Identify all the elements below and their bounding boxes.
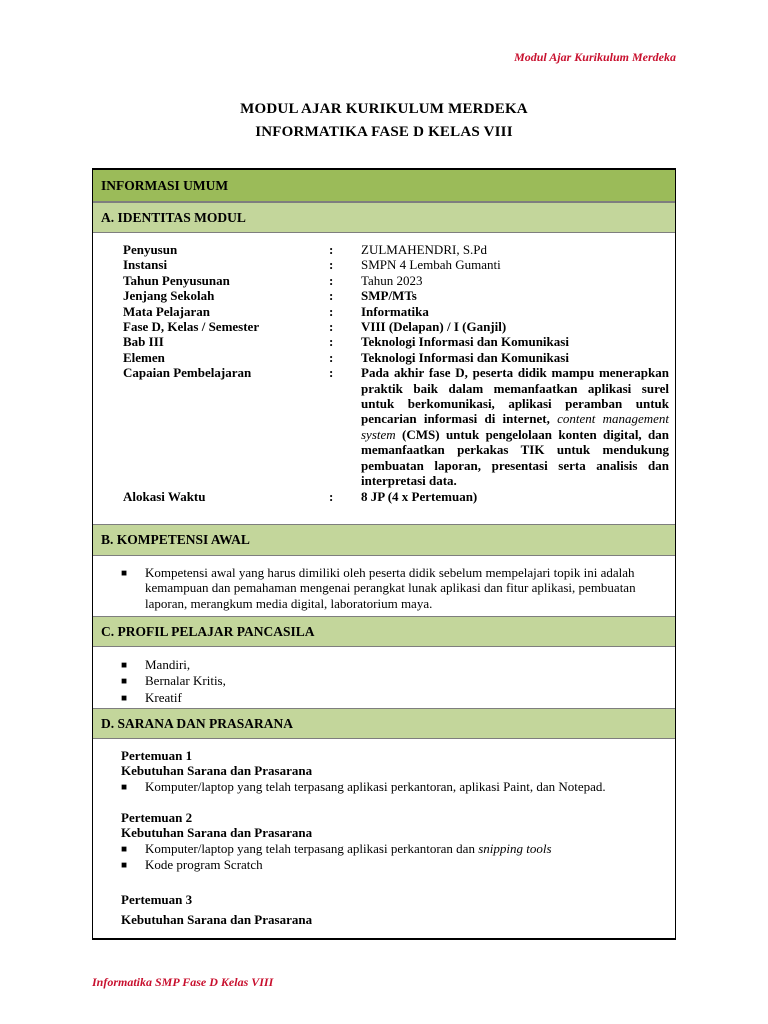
section-title: INFORMASI UMUM xyxy=(101,177,229,193)
section-title: A. IDENTITAS MODUL xyxy=(101,209,246,225)
field-label: Alokasi Waktu xyxy=(123,488,206,504)
section-header-kompetensi-awal xyxy=(93,524,675,556)
colon: : xyxy=(329,272,334,288)
colon: : xyxy=(329,334,334,350)
field-value: Tahun 2023 xyxy=(361,272,423,288)
identitas-list xyxy=(123,242,671,504)
pertemuan-2 xyxy=(121,810,666,874)
section-header-profil-pancasila xyxy=(93,616,675,647)
profil-list xyxy=(121,657,666,706)
pertemuan-subtitle: Kebutuhan Sarana dan Prasarana xyxy=(121,912,313,928)
capaian-part: Pada akhir fase D, peserta didik mampu menerapkan praktik baik dalam memanfaatkan aplikasi surel untuk berkomunikasi, aplikasi peramban untuk pencarian informasi di internet, xyxy=(361,365,669,427)
bullet-icon: ■ xyxy=(121,660,128,671)
colon: : xyxy=(329,242,334,257)
list-item-part: Komputer/laptop yang telah terpasang aplikasi perkantoran dan xyxy=(145,840,475,856)
kompetensi-list xyxy=(121,565,666,611)
colon: : xyxy=(329,365,334,381)
list-item xyxy=(121,673,666,689)
field-label: Tahun Penyusunan xyxy=(123,272,230,288)
list-item xyxy=(121,690,666,706)
identitas-row-elemen xyxy=(123,350,671,365)
field-label: Bab III xyxy=(123,334,164,350)
section-header-informasi-umum xyxy=(93,170,675,202)
bullet-icon: ■ xyxy=(121,843,128,855)
identitas-row-fase xyxy=(123,319,671,334)
field-label: Mata Pelajaran xyxy=(123,303,211,319)
identitas-row-mapel xyxy=(123,304,671,319)
list-item-text xyxy=(145,841,552,857)
field-label: Elemen xyxy=(123,349,165,365)
bullet-icon: ■ xyxy=(121,676,128,688)
identitas-row-bab xyxy=(123,334,671,349)
identitas-row-jenjang xyxy=(123,288,671,303)
list-item xyxy=(121,657,666,673)
field-label: Penyusun xyxy=(123,242,178,257)
bullet-icon: ■ xyxy=(121,692,128,704)
identitas-row-alokasi xyxy=(123,489,671,504)
list-item xyxy=(121,779,666,795)
list-item xyxy=(121,857,666,873)
pertemuan-title: Pertemuan 3 xyxy=(121,892,193,907)
running-footer: Informatika SMP Fase D Kelas VIII xyxy=(92,975,274,989)
list-item xyxy=(121,841,666,857)
list-item xyxy=(121,565,666,611)
list-item-text: Komputer/laptop yang telah terpasang aplikasi perkantoran, aplikasi Paint, dan Notepad. xyxy=(145,778,606,794)
colon: : xyxy=(329,303,334,319)
pertemuan-3 xyxy=(121,892,666,928)
field-label: Jenjang Sekolah xyxy=(123,288,215,304)
section-header-identitas-modul xyxy=(93,202,675,233)
list-item-text: Mandiri, xyxy=(145,657,191,672)
list-item-text: Kompetensi awal yang harus dimiliki oleh peserta didik sebelum mempelajari topik ini adalah kemampuan dan pemahaman mengenai perangkat lunak aplikasi dan fitur aplikasi, pembuatan laporan, merangkum media digital, laboratorium maya. xyxy=(145,565,636,611)
field-label: Instansi xyxy=(123,257,168,273)
field-value: 8 JP (4 x Pertemuan) xyxy=(361,488,478,504)
field-value: Teknologi Informasi dan Komunikasi xyxy=(361,334,569,350)
identitas-row-tahun xyxy=(123,273,671,288)
field-label: Fase D, Kelas / Semester xyxy=(123,319,260,335)
bullet-icon: ■ xyxy=(121,860,128,872)
pertemuan-title: Pertemuan 1 xyxy=(121,748,193,763)
section-title: C. PROFIL PELAJAR PANCASILA xyxy=(101,623,315,639)
capaian-part: (CMS) untuk pengelolaan konten digital, dan memanfaatkan perkakas TIK untuk mendukung pembuatan laporan, presentasi serta analisis dan interpretasi data. xyxy=(361,426,669,489)
running-header: Modul Ajar Kurikulum Merdeka xyxy=(514,50,676,64)
pertemuan-subtitle: Kebutuhan Sarana dan Prasarana xyxy=(121,763,313,779)
pertemuan-1 xyxy=(121,748,666,795)
field-value: SMP/MTs xyxy=(361,288,417,304)
capaian-italic: content management system xyxy=(361,411,670,442)
list-item-text: Kode program Scratch xyxy=(145,857,263,873)
field-label: Capaian Pembelajaran xyxy=(123,365,252,381)
bullet-icon: ■ xyxy=(121,568,128,579)
list-item-text: Kreatif xyxy=(145,689,182,705)
module-table xyxy=(92,168,676,940)
colon: : xyxy=(329,257,334,273)
field-value: SMPN 4 Lembah Gumanti xyxy=(361,257,501,273)
colon: : xyxy=(329,319,334,335)
identitas-row-capaian xyxy=(123,365,671,488)
section-header-sarana-prasarana xyxy=(93,708,675,739)
bullet-icon: ■ xyxy=(121,781,128,793)
field-value: Teknologi Informasi dan Komunikasi xyxy=(361,349,569,365)
section-title: D. SARANA DAN PRASARANA xyxy=(101,715,294,731)
pertemuan-subtitle: Kebutuhan Sarana dan Prasarana xyxy=(121,825,313,841)
field-value: ZULMAHENDRI, S.Pd xyxy=(361,242,488,257)
capaian-text xyxy=(361,365,669,488)
identitas-row-instansi xyxy=(123,257,671,272)
section-title: B. KOMPETENSI AWAL xyxy=(101,532,250,547)
colon: : xyxy=(329,349,334,365)
list-item-text: Bernalar Kritis, xyxy=(145,673,226,689)
colon: : xyxy=(329,488,334,504)
document-subtitle: INFORMATIKA FASE D KELAS VIII xyxy=(255,124,513,140)
field-value: Informatika xyxy=(361,303,429,319)
field-value: VIII (Delapan) / I (Ganjil) xyxy=(361,319,507,335)
document-title: MODUL AJAR KURIKULUM MERDEKA xyxy=(240,101,528,117)
list-item-italic: snipping tools xyxy=(478,840,552,856)
pertemuan-title: Pertemuan 2 xyxy=(121,810,193,825)
identitas-row-penyusun xyxy=(123,242,671,257)
colon: : xyxy=(329,288,334,304)
